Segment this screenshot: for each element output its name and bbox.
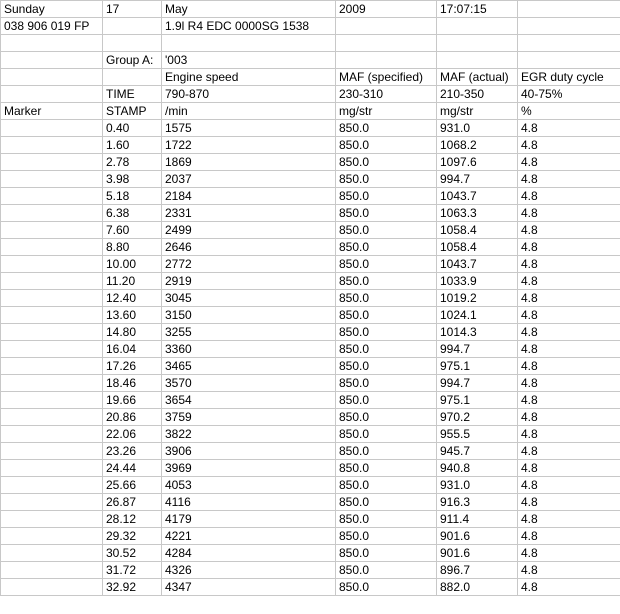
cell-maf-specified[interactable]: 850.0 (336, 409, 437, 426)
cell-maf-specified[interactable]: 850.0 (336, 511, 437, 528)
cell-marker[interactable] (1, 477, 103, 494)
cell-maf-actual[interactable]: 901.6 (437, 545, 518, 562)
cell-engine-speed[interactable]: 2331 (162, 205, 336, 222)
cell-maf-actual[interactable]: 994.7 (437, 171, 518, 188)
cell-maf-actual[interactable]: 970.2 (437, 409, 518, 426)
cell-maf-specified[interactable]: 850.0 (336, 392, 437, 409)
cell-timestamp[interactable]: 26.87 (103, 494, 162, 511)
header-row-part (1, 18, 620, 35)
cell-maf-actual[interactable]: 916.3 (437, 494, 518, 511)
cell-year[interactable]: 2009 (336, 1, 437, 18)
cell-timestamp[interactable]: 3.98 (103, 171, 162, 188)
column-unit-cell[interactable]: mg/str (336, 103, 437, 120)
cell-engine-speed[interactable]: 4221 (162, 528, 336, 545)
cell-maf-specified[interactable]: 850.0 (336, 120, 437, 137)
cell-marker[interactable] (1, 511, 103, 528)
cell-maf-specified[interactable]: 850.0 (336, 137, 437, 154)
cell-maf-actual[interactable]: 994.7 (437, 341, 518, 358)
table-row (1, 528, 620, 545)
cell-maf-actual[interactable]: 1033.9 (437, 273, 518, 290)
cell-egr-duty[interactable]: 4.8 (518, 511, 620, 528)
table-row (1, 358, 620, 375)
cell-maf-actual[interactable]: 911.4 (437, 511, 518, 528)
cell-empty[interactable] (437, 35, 518, 52)
cell-maf-specified[interactable]: 850.0 (336, 154, 437, 171)
cell-timestamp[interactable]: 1.60 (103, 137, 162, 154)
cell-empty[interactable] (1, 35, 103, 52)
cell-egr-duty[interactable]: 4.8 (518, 307, 620, 324)
cell-egr-duty[interactable]: 4.8 (518, 392, 620, 409)
cell-engine-speed[interactable]: 3045 (162, 290, 336, 307)
cell-maf-actual[interactable]: 1024.1 (437, 307, 518, 324)
cell-marker[interactable] (1, 188, 103, 205)
cell-engine-speed[interactable]: 1722 (162, 137, 336, 154)
cell-empty[interactable] (336, 35, 437, 52)
cell-timestamp[interactable]: 24.44 (103, 460, 162, 477)
cell-engine-speed[interactable]: 3759 (162, 409, 336, 426)
cell-empty[interactable] (518, 1, 620, 18)
cell-maf-actual[interactable]: 1058.4 (437, 222, 518, 239)
cell-egr-duty[interactable]: 4.8 (518, 171, 620, 188)
column-unit-cell[interactable]: Marker (1, 103, 103, 120)
cell-maf-specified[interactable]: 850.0 (336, 477, 437, 494)
cell-maf-actual[interactable]: 940.8 (437, 460, 518, 477)
cell-engine-speed[interactable]: 3255 (162, 324, 336, 341)
column-subtitle-cell[interactable]: 230-310 (336, 86, 437, 103)
cell-egr-duty[interactable]: 4.8 (518, 443, 620, 460)
cell-egr-duty[interactable]: 4.8 (518, 205, 620, 222)
cell-maf-specified[interactable]: 850.0 (336, 307, 437, 324)
cell-maf-actual[interactable]: 975.1 (437, 358, 518, 375)
cell-marker[interactable] (1, 426, 103, 443)
cell-engine-speed[interactable]: 4347 (162, 579, 336, 596)
cell-marker[interactable] (1, 460, 103, 477)
cell-timestamp[interactable]: 28.12 (103, 511, 162, 528)
cell-maf-specified[interactable]: 850.0 (336, 273, 437, 290)
cell-month[interactable]: May (162, 1, 336, 18)
cell-day[interactable]: Sunday (1, 1, 103, 18)
cell-maf-actual[interactable]: 931.0 (437, 120, 518, 137)
cell-maf-specified[interactable]: 850.0 (336, 222, 437, 239)
cell-marker[interactable] (1, 392, 103, 409)
cell-maf-actual[interactable]: 1043.7 (437, 256, 518, 273)
cell-date[interactable]: 17 (103, 1, 162, 18)
cell-maf-actual[interactable]: 975.1 (437, 392, 518, 409)
column-unit-cell[interactable]: % (518, 103, 620, 120)
table-row (1, 511, 620, 528)
cell-ecu-info[interactable]: 1.9l R4 EDC 0000SG 1538 (162, 18, 336, 35)
cell-marker[interactable] (1, 545, 103, 562)
column-subtitle-cell[interactable] (1, 86, 103, 103)
cell-engine-speed[interactable]: 2037 (162, 171, 336, 188)
column-unit-cell[interactable]: STAMP (103, 103, 162, 120)
cell-timestamp[interactable]: 12.40 (103, 290, 162, 307)
cell-timestamp[interactable]: 16.04 (103, 341, 162, 358)
column-title-cell[interactable] (1, 69, 103, 86)
cell-empty[interactable] (103, 35, 162, 52)
cell-maf-actual[interactable]: 896.7 (437, 562, 518, 579)
cell-empty[interactable] (518, 52, 620, 69)
cell-marker[interactable] (1, 307, 103, 324)
blank-row (1, 35, 620, 52)
cell-timestamp[interactable]: 10.00 (103, 256, 162, 273)
cell-engine-speed[interactable]: 2499 (162, 222, 336, 239)
cell-engine-speed[interactable]: 2646 (162, 239, 336, 256)
cell-maf-specified[interactable]: 850.0 (336, 324, 437, 341)
cell-marker[interactable] (1, 154, 103, 171)
cell-engine-speed[interactable]: 1869 (162, 154, 336, 171)
cell-engine-speed[interactable]: 2772 (162, 256, 336, 273)
cell-marker[interactable] (1, 562, 103, 579)
table-row (1, 307, 620, 324)
cell-engine-speed[interactable]: 3654 (162, 392, 336, 409)
cell-egr-duty[interactable]: 4.8 (518, 256, 620, 273)
cell-timestamp[interactable]: 11.20 (103, 273, 162, 290)
table-row (1, 120, 620, 137)
cell-timestamp[interactable]: 29.32 (103, 528, 162, 545)
cell-egr-duty[interactable]: 4.8 (518, 188, 620, 205)
cell-marker[interactable] (1, 324, 103, 341)
cell-maf-specified[interactable]: 850.0 (336, 290, 437, 307)
cell-egr-duty[interactable]: 4.8 (518, 579, 620, 596)
cell-empty[interactable] (437, 52, 518, 69)
cell-empty[interactable] (336, 18, 437, 35)
cell-maf-specified[interactable]: 850.0 (336, 358, 437, 375)
column-units-row (1, 103, 620, 120)
cell-marker[interactable] (1, 290, 103, 307)
column-unit-cell[interactable]: mg/str (437, 103, 518, 120)
cell-empty[interactable] (1, 52, 103, 69)
table-row (1, 222, 620, 239)
cell-engine-speed[interactable]: 3906 (162, 443, 336, 460)
cell-maf-actual[interactable]: 1043.7 (437, 188, 518, 205)
cell-marker[interactable] (1, 256, 103, 273)
cell-maf-actual[interactable]: 1063.3 (437, 205, 518, 222)
column-subtitle-row (1, 86, 620, 103)
cell-egr-duty[interactable]: 4.8 (518, 324, 620, 341)
cell-group-label[interactable]: Group A: (103, 52, 162, 69)
cell-marker[interactable] (1, 120, 103, 137)
table-row (1, 545, 620, 562)
cell-maf-specified[interactable]: 850.0 (336, 375, 437, 392)
cell-maf-actual[interactable]: 1019.2 (437, 290, 518, 307)
header-row-date (1, 1, 620, 18)
cell-empty[interactable] (518, 18, 620, 35)
cell-maf-specified[interactable]: 850.0 (336, 341, 437, 358)
cell-marker[interactable] (1, 222, 103, 239)
column-subtitle-cell[interactable]: TIME (103, 86, 162, 103)
cell-maf-actual[interactable]: 955.5 (437, 426, 518, 443)
cell-maf-specified[interactable]: 850.0 (336, 256, 437, 273)
column-title-cell[interactable]: EGR duty cycle (518, 69, 620, 86)
cell-engine-speed[interactable]: 3822 (162, 426, 336, 443)
cell-maf-actual[interactable]: 1068.2 (437, 137, 518, 154)
cell-time[interactable]: 17:07:15 (437, 1, 518, 18)
table-row (1, 205, 620, 222)
column-subtitle-cell[interactable]: 210-350 (437, 86, 518, 103)
table-row (1, 290, 620, 307)
cell-egr-duty[interactable]: 4.8 (518, 120, 620, 137)
cell-maf-specified[interactable]: 850.0 (336, 188, 437, 205)
cell-timestamp[interactable]: 19.66 (103, 392, 162, 409)
table-row (1, 409, 620, 426)
column-title-cell[interactable] (103, 69, 162, 86)
cell-empty[interactable] (162, 35, 336, 52)
cell-engine-speed[interactable]: 2184 (162, 188, 336, 205)
cell-timestamp[interactable]: 22.06 (103, 426, 162, 443)
cell-maf-specified[interactable]: 850.0 (336, 562, 437, 579)
cell-marker[interactable] (1, 341, 103, 358)
table-row (1, 137, 620, 154)
table-row (1, 375, 620, 392)
cell-egr-duty[interactable]: 4.8 (518, 222, 620, 239)
cell-engine-speed[interactable]: 4116 (162, 494, 336, 511)
cell-engine-speed[interactable]: 3570 (162, 375, 336, 392)
cell-timestamp[interactable]: 25.66 (103, 477, 162, 494)
cell-marker[interactable] (1, 171, 103, 188)
cell-maf-actual[interactable]: 994.7 (437, 375, 518, 392)
table-row (1, 392, 620, 409)
table-row (1, 171, 620, 188)
table-row (1, 239, 620, 256)
cell-timestamp[interactable]: 18.46 (103, 375, 162, 392)
cell-maf-specified[interactable]: 850.0 (336, 460, 437, 477)
cell-empty[interactable] (437, 18, 518, 35)
cell-egr-duty[interactable]: 4.8 (518, 528, 620, 545)
group-row (1, 52, 620, 69)
cell-egr-duty[interactable]: 4.8 (518, 375, 620, 392)
cell-marker[interactable] (1, 528, 103, 545)
cell-timestamp[interactable]: 7.60 (103, 222, 162, 239)
table-row (1, 188, 620, 205)
table-row (1, 154, 620, 171)
cell-part-number[interactable]: 038 906 019 FP (1, 18, 103, 35)
cell-maf-actual[interactable]: 1097.6 (437, 154, 518, 171)
cell-egr-duty[interactable]: 4.8 (518, 154, 620, 171)
cell-egr-duty[interactable]: 4.8 (518, 426, 620, 443)
cell-egr-duty[interactable]: 4.8 (518, 239, 620, 256)
cell-maf-specified[interactable]: 850.0 (336, 545, 437, 562)
cell-engine-speed[interactable]: 4326 (162, 562, 336, 579)
cell-maf-actual[interactable]: 931.0 (437, 477, 518, 494)
cell-timestamp[interactable]: 30.52 (103, 545, 162, 562)
table-row (1, 562, 620, 579)
cell-timestamp[interactable]: 17.26 (103, 358, 162, 375)
cell-maf-specified[interactable]: 850.0 (336, 205, 437, 222)
cell-maf-actual[interactable]: 945.7 (437, 443, 518, 460)
cell-engine-speed[interactable]: 3360 (162, 341, 336, 358)
cell-maf-specified[interactable]: 850.0 (336, 443, 437, 460)
cell-marker[interactable] (1, 579, 103, 596)
table-row (1, 579, 620, 596)
cell-maf-specified[interactable]: 850.0 (336, 426, 437, 443)
cell-maf-specified[interactable]: 850.0 (336, 528, 437, 545)
cell-egr-duty[interactable]: 4.8 (518, 137, 620, 154)
column-unit-cell[interactable]: /min (162, 103, 336, 120)
cell-timestamp[interactable]: 13.60 (103, 307, 162, 324)
cell-egr-duty[interactable]: 4.8 (518, 545, 620, 562)
cell-marker[interactable] (1, 239, 103, 256)
cell-timestamp[interactable]: 5.18 (103, 188, 162, 205)
cell-marker[interactable] (1, 375, 103, 392)
cell-timestamp[interactable]: 23.26 (103, 443, 162, 460)
table-row (1, 477, 620, 494)
cell-engine-speed[interactable]: 4284 (162, 545, 336, 562)
table-row (1, 273, 620, 290)
cell-engine-speed[interactable]: 3465 (162, 358, 336, 375)
table-row (1, 426, 620, 443)
cell-marker[interactable] (1, 409, 103, 426)
cell-maf-actual[interactable]: 1058.4 (437, 239, 518, 256)
cell-egr-duty[interactable]: 4.8 (518, 477, 620, 494)
cell-maf-specified[interactable]: 850.0 (336, 579, 437, 596)
cell-timestamp[interactable]: 6.38 (103, 205, 162, 222)
table-row (1, 341, 620, 358)
cell-marker[interactable] (1, 443, 103, 460)
cell-egr-duty[interactable]: 4.8 (518, 273, 620, 290)
cell-marker[interactable] (1, 358, 103, 375)
cell-marker[interactable] (1, 494, 103, 511)
cell-engine-speed[interactable]: 3969 (162, 460, 336, 477)
cell-marker[interactable] (1, 205, 103, 222)
cell-maf-actual[interactable]: 882.0 (437, 579, 518, 596)
cell-timestamp[interactable]: 31.72 (103, 562, 162, 579)
column-title-cell[interactable]: MAF (actual) (437, 69, 518, 86)
cell-engine-speed[interactable]: 4053 (162, 477, 336, 494)
cell-engine-speed[interactable]: 1575 (162, 120, 336, 137)
cell-maf-specified[interactable]: 850.0 (336, 171, 437, 188)
cell-engine-speed[interactable]: 2919 (162, 273, 336, 290)
cell-engine-speed[interactable]: 4179 (162, 511, 336, 528)
cell-egr-duty[interactable]: 4.8 (518, 562, 620, 579)
cell-egr-duty[interactable]: 4.8 (518, 341, 620, 358)
cell-empty[interactable] (518, 35, 620, 52)
table-row (1, 256, 620, 273)
table-row (1, 324, 620, 341)
column-title-row (1, 69, 620, 86)
cell-timestamp[interactable]: 0.40 (103, 120, 162, 137)
table-row (1, 443, 620, 460)
cell-timestamp[interactable]: 32.92 (103, 579, 162, 596)
table-row (1, 460, 620, 477)
cell-egr-duty[interactable]: 4.8 (518, 290, 620, 307)
cell-egr-duty[interactable]: 4.8 (518, 409, 620, 426)
cell-timestamp[interactable]: 14.80 (103, 324, 162, 341)
cell-egr-duty[interactable]: 4.8 (518, 358, 620, 375)
column-title-cell[interactable]: Engine speed (162, 69, 336, 86)
table-row (1, 494, 620, 511)
cell-marker[interactable] (1, 137, 103, 154)
cell-egr-duty[interactable]: 4.8 (518, 460, 620, 477)
cell-maf-actual[interactable]: 1014.3 (437, 324, 518, 341)
cell-maf-actual[interactable]: 901.6 (437, 528, 518, 545)
cell-timestamp[interactable]: 20.86 (103, 409, 162, 426)
column-title-cell[interactable]: MAF (specified) (336, 69, 437, 86)
cell-group-value[interactable]: '003 (162, 52, 336, 69)
cell-maf-specified[interactable]: 850.0 (336, 239, 437, 256)
cell-timestamp[interactable]: 8.80 (103, 239, 162, 256)
column-subtitle-cell[interactable]: 40-75% (518, 86, 620, 103)
cell-marker[interactable] (1, 273, 103, 290)
cell-empty[interactable] (336, 52, 437, 69)
cell-empty[interactable] (103, 18, 162, 35)
cell-egr-duty[interactable]: 4.8 (518, 494, 620, 511)
cell-engine-speed[interactable]: 3150 (162, 307, 336, 324)
cell-timestamp[interactable]: 2.78 (103, 154, 162, 171)
column-subtitle-cell[interactable]: 790-870 (162, 86, 336, 103)
cell-maf-specified[interactable]: 850.0 (336, 494, 437, 511)
